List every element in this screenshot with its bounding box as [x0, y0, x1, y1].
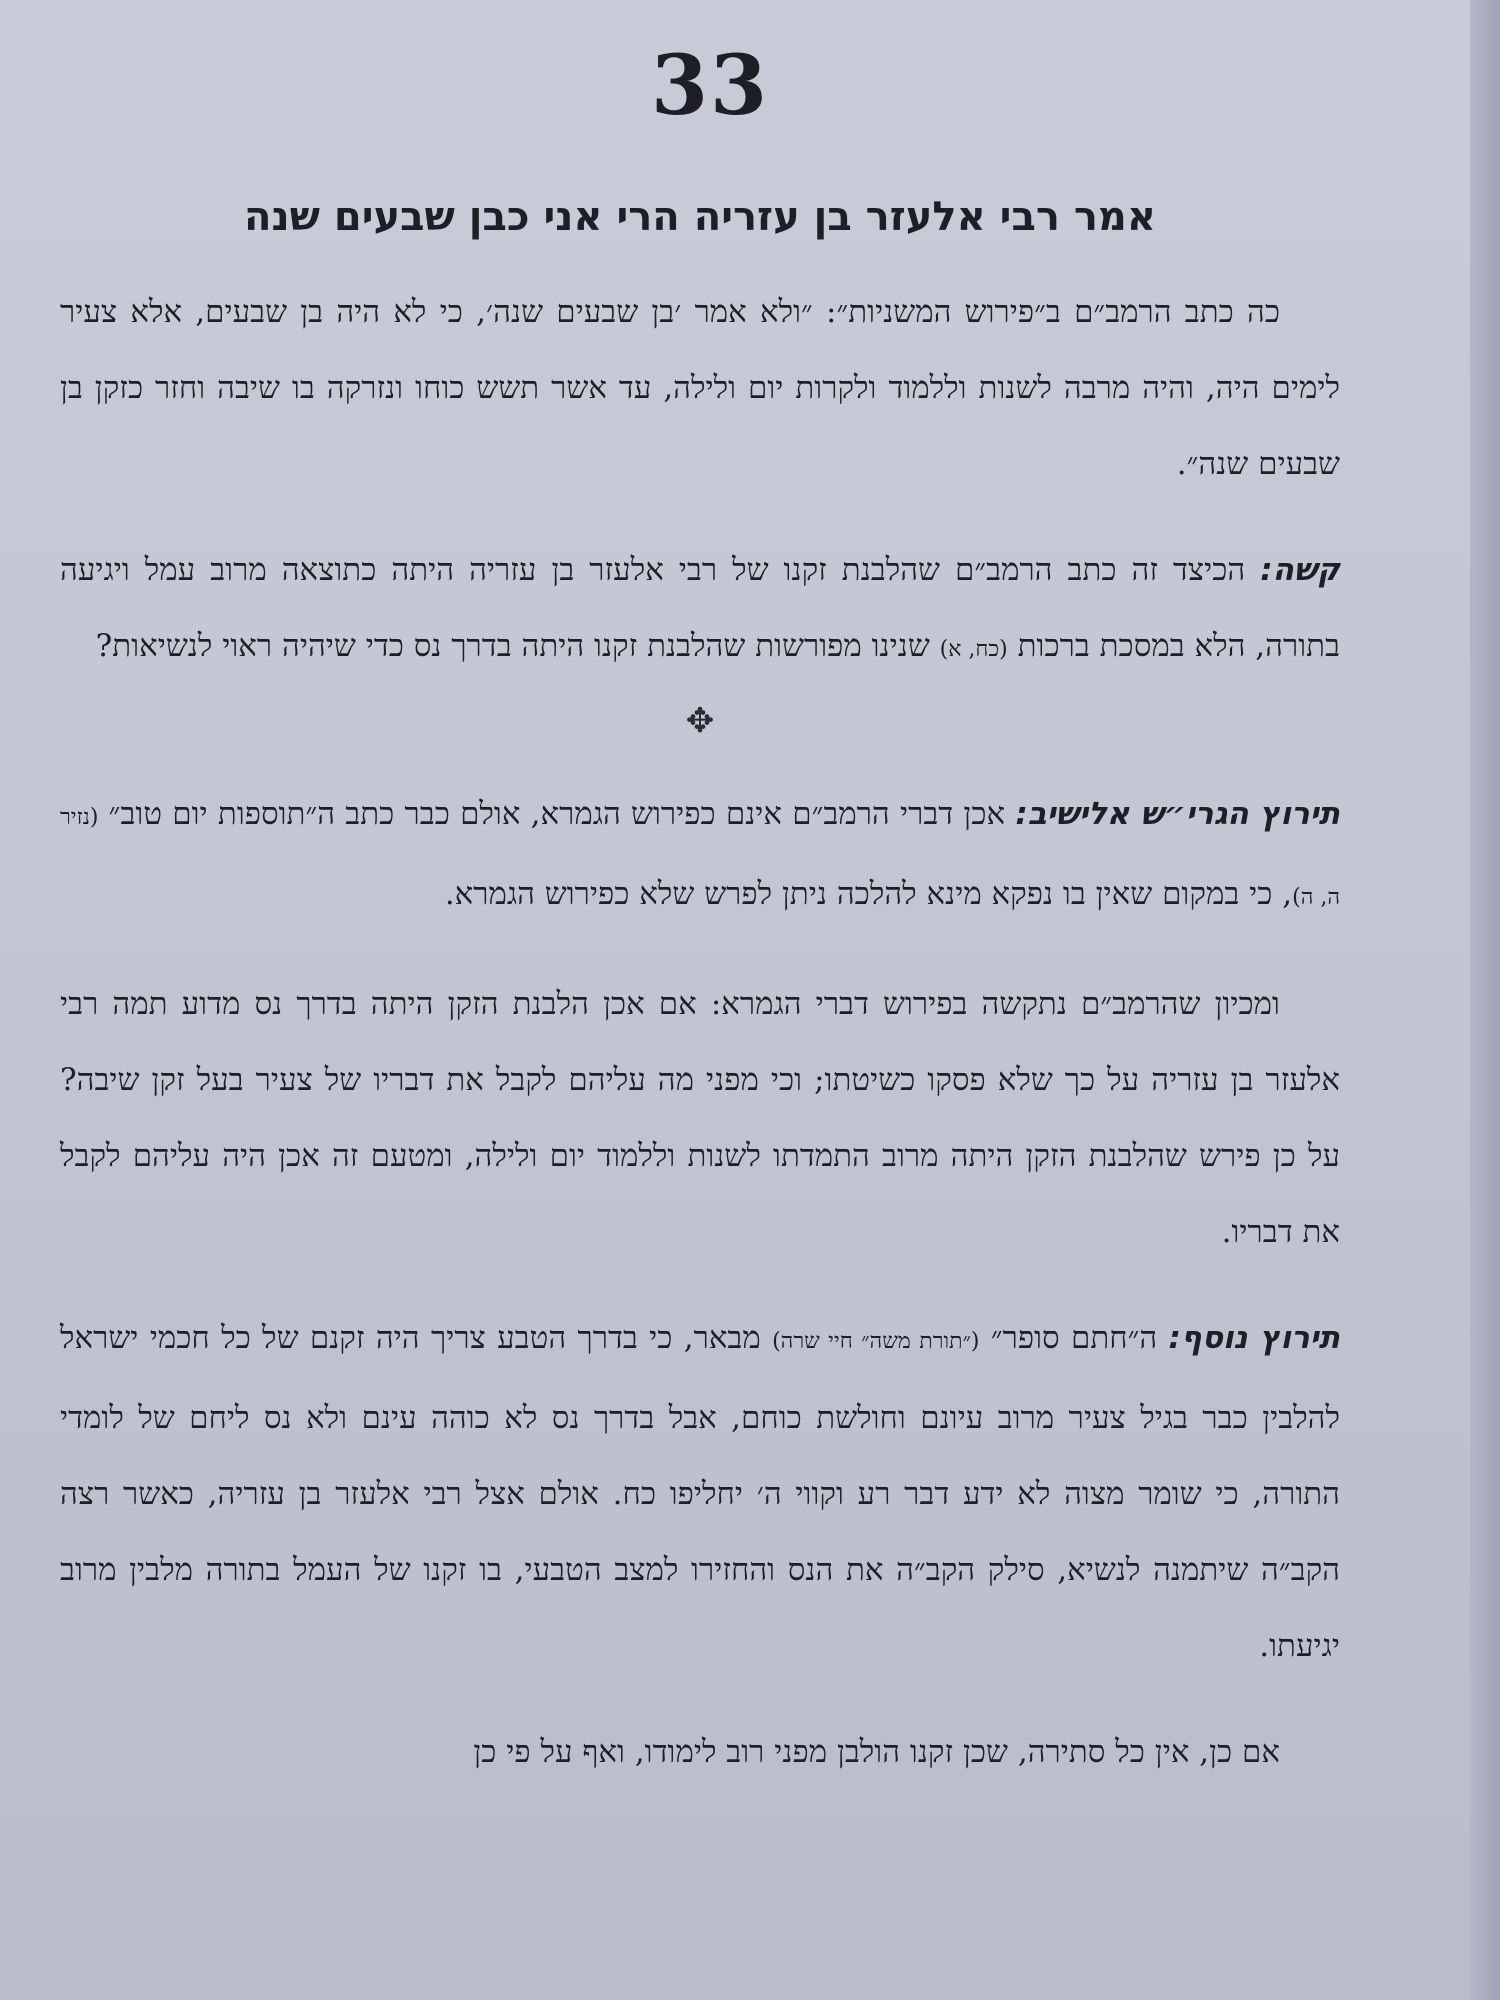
answer-elyashiv-reference: (נזיר ה, ה) [60, 805, 1340, 910]
spacer [60, 936, 1340, 966]
question-reference: (כח, א) [939, 637, 1008, 662]
paragraph-explanation: ומכיון שהרמב״ם נתקשה בפירוש דברי הגמרא: אם אכן הלבנת הזקן היתה בדרך נס מדוע תמה רבי אלעזר בן עזריה על כך שלא פסקו כשיטתו; וכי מפני מה עליהם לקבל את דבריו של צעיר בעל זקן שיבה? על כן פירש שהלבנת הזקן היתה מרוב התמדתו לשנות וללמוד יום ולילה, ומטעם זה אכן היה עליהם לקבל את דבריו. [60, 986, 1340, 1250]
question-text-a: הכיצד זה כתב הרמב״ם שהלבנת זקנו של רבי אלעזר בן עזריה היתה כתוצאה מרוב עמל ויגיעה בתורה, הלא במסכת ברכות [60, 552, 1340, 664]
spacer [60, 1270, 1340, 1300]
paragraph-question [60, 532, 1340, 688]
spacer [60, 502, 1340, 532]
paragraph-conclusion: אם כן, אין כל סתירה, שכן זקנו הולבן מפני רוב לימודו, ואף על פי כן [473, 1734, 1280, 1770]
answer-chatam-sofer-reference: (״תורת משה״ חיי שרה) [772, 1329, 980, 1354]
page-number: 33 [650, 38, 770, 134]
chapter-title: אמר רבי אלעזר בן עזריה הרי אני כבן שבעים שנה [244, 194, 1156, 240]
page-content [60, 190, 1340, 1790]
answer-chatam-sofer-text-b: מבאר, כי בדרך הטבע צריך היה זקנם של כל חכמי ישראל להלבין כבר בגיל צעיר מרוב עיונם וחולשת כוחם, אבל בדרך נס לא כוהה עינם ולא נס ליחם של לומדי התורה, כי שומר מצוה לא ידע דבר רע וקווי ה׳ יחליפו כח. אולם אצל רבי אלעזר בן עזריה, כאשר רצה הקב״ה שיתמנה לנשיא, סילק הקב״ה את הנס והחזירו למצב הטבעי, בו זקנו של העמל בתורה מלבין מרוב יגיעתו. [60, 1320, 1340, 1664]
answer-elyashiv-label: תירוץ הגרי״ש אלישיב: [1015, 796, 1340, 832]
question-label: קשה: [1260, 552, 1340, 588]
answer-elyashiv-text-a: אכן דברי הרמב״ם אינם כפירוש הגמרא, אולם כבר כתב ה״תוספות יום טוב״ [98, 796, 1016, 832]
spacer [60, 1684, 1340, 1714]
paragraph-answer-chatam-sofer [60, 1300, 1340, 1684]
page-edge [1470, 0, 1500, 2000]
question-text-b: שנינו מפורשות שהלבנת זקנו היתה בדרך נס כדי שיהיה ראוי לנשיאות? [95, 628, 940, 664]
answer-chatam-sofer-text-a: ה״חתם סופר״ [979, 1320, 1169, 1356]
answer-elyashiv-text-b: , כי במקום שאין בו נפקא מינא להלכה ניתן לפרש שלא כפירוש הגמרא. [444, 876, 1293, 912]
answer-chatam-sofer-label: תירוץ נוסף: [1168, 1320, 1340, 1356]
section-divider-ornament: ✥ [685, 701, 715, 741]
paragraph-rambam-quote: כה כתב הרמב״ם ב״פירוש המשניות״: ״ולא אמר ׳בן שבעים שנה׳, כי לא היה בן שבעים, אלא צעיר לימים היה, והיה מרבה לשנות וללמוד ולקרות יום ולילה, עד אשר תשש כוחו ונזרקה בו שיבה וחזר כזקן בן שבעים שנה״. [60, 294, 1340, 482]
paragraph-answer-elyashiv [60, 776, 1340, 936]
